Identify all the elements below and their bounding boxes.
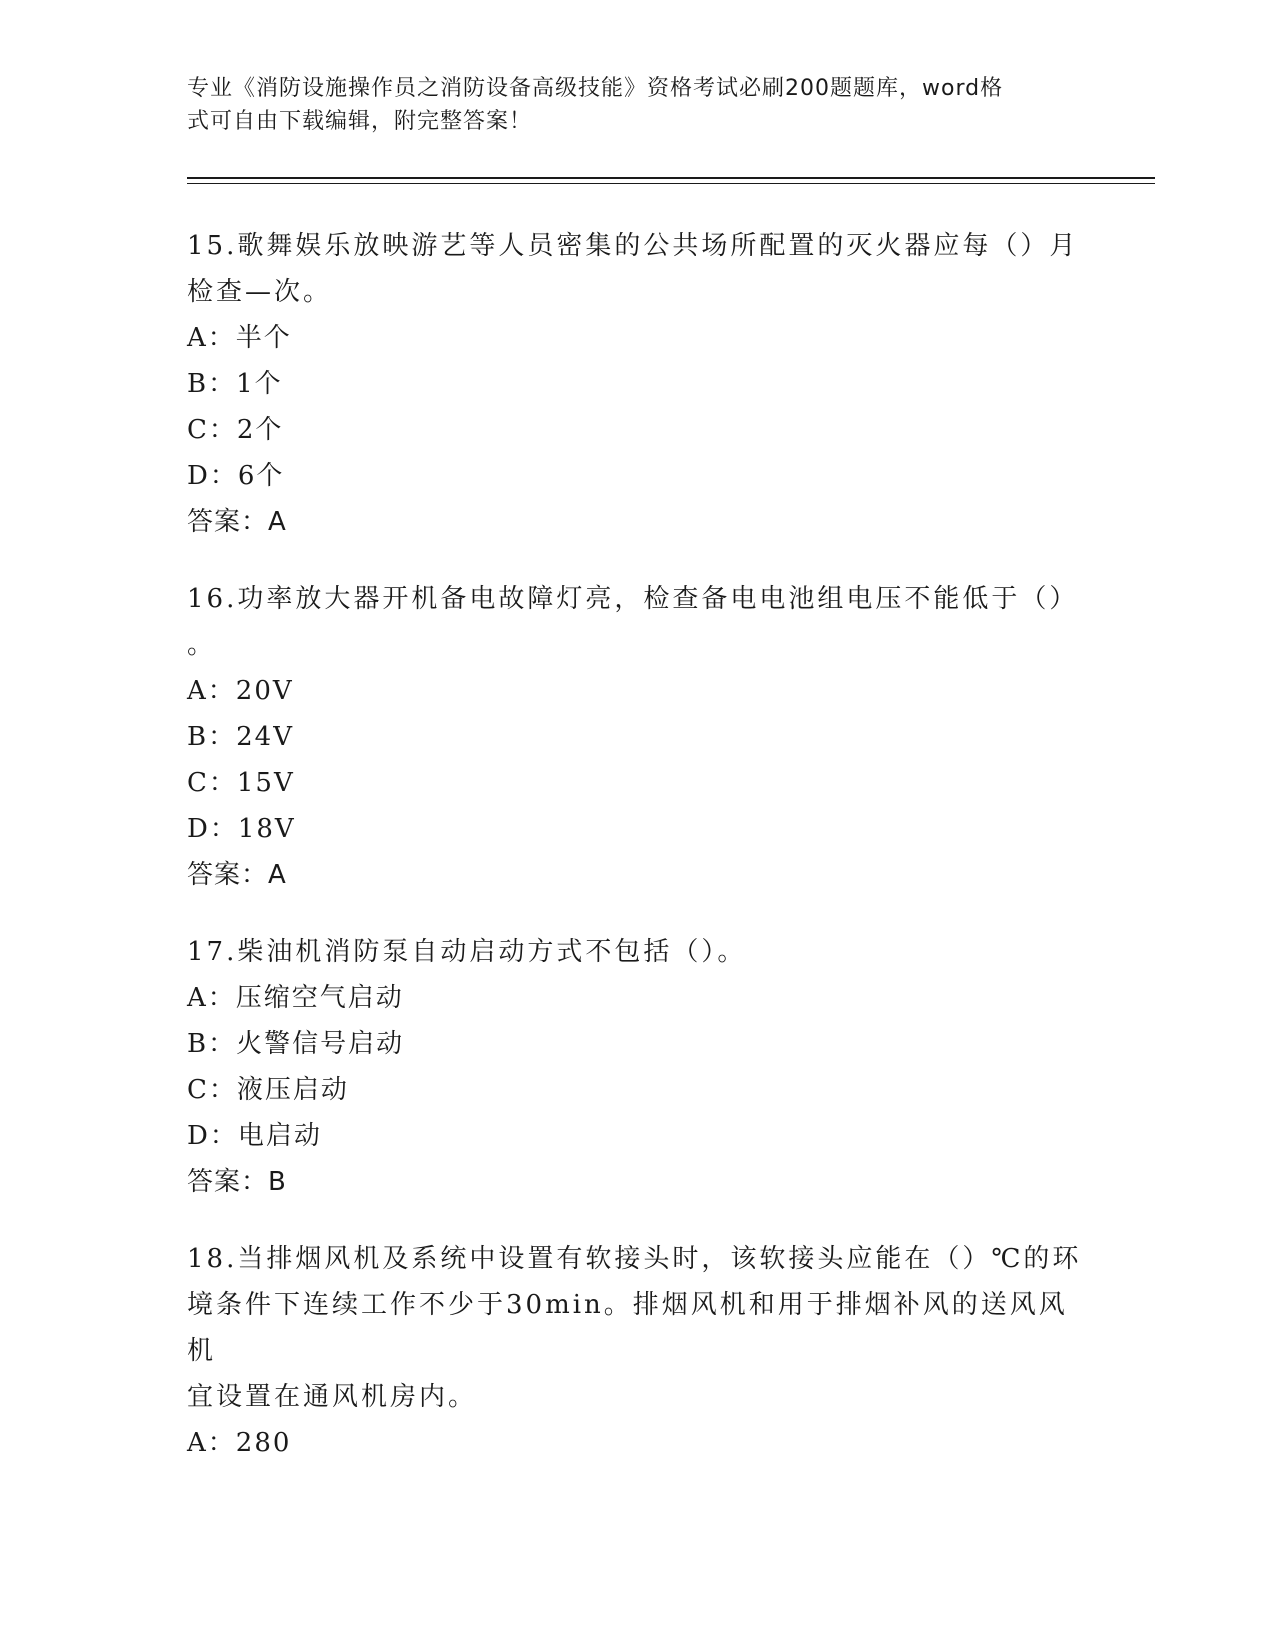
answer: 答案：B [187,1167,287,1197]
option-c: C：15V [187,768,295,798]
option-b: B：24V [187,722,294,752]
question-18 [187,1236,1087,1466]
option-a: A：压缩空气启动 [187,983,404,1013]
answer: 答案：A [187,507,287,537]
option-a: A：20V [187,676,294,706]
question-17 [187,929,1087,1205]
header-line-1: 专业《消防设施操作员之消防设备高级技能》资格考试必刷200题题库，word格 [187,76,1004,101]
header-line-2: 式可自由下载编辑，附完整答案！ [187,109,533,134]
header-divider-thin [187,183,1155,184]
answer: 答案：A [187,860,287,890]
option-c: C：液压启动 [187,1075,349,1105]
option-d: D：电启动 [187,1121,322,1151]
option-d: D：18V [187,814,296,844]
header-divider-thick [187,177,1155,179]
question-text-line: 境条件下连续工作不少于30min。排烟风机和用于排烟补风的送风风机 [187,1290,1068,1366]
document-header [187,72,1067,138]
option-d: D：6个 [187,461,285,491]
question-text-line: 。 [187,630,217,660]
option-b: B：火警信号启动 [187,1029,405,1059]
question-text-line: 17.柴油机消防泵自动启动方式不包括（）。 [187,937,747,967]
option-b: B：1个 [187,369,283,399]
question-text-line: 16.功率放大器开机备电故障灯亮，检查备电电池组电压不能低于（） [187,584,1079,614]
option-a: A：半个 [187,323,292,353]
question-text-line: 检查—次。 [187,277,333,307]
question-text-line: 18.当排烟风机及系统中设置有软接头时，该软接头应能在（）℃的环 [187,1244,1082,1274]
question-text-line: 15.歌舞娱乐放映游艺等人员密集的公共场所配置的灭火器应每（）月 [187,231,1079,261]
question-16 [187,576,1087,898]
option-c: C：2个 [187,415,284,445]
option-a: A：280 [187,1428,292,1458]
question-15 [187,223,1087,545]
question-text-line: 宜设置在通风机房内。 [187,1382,478,1412]
